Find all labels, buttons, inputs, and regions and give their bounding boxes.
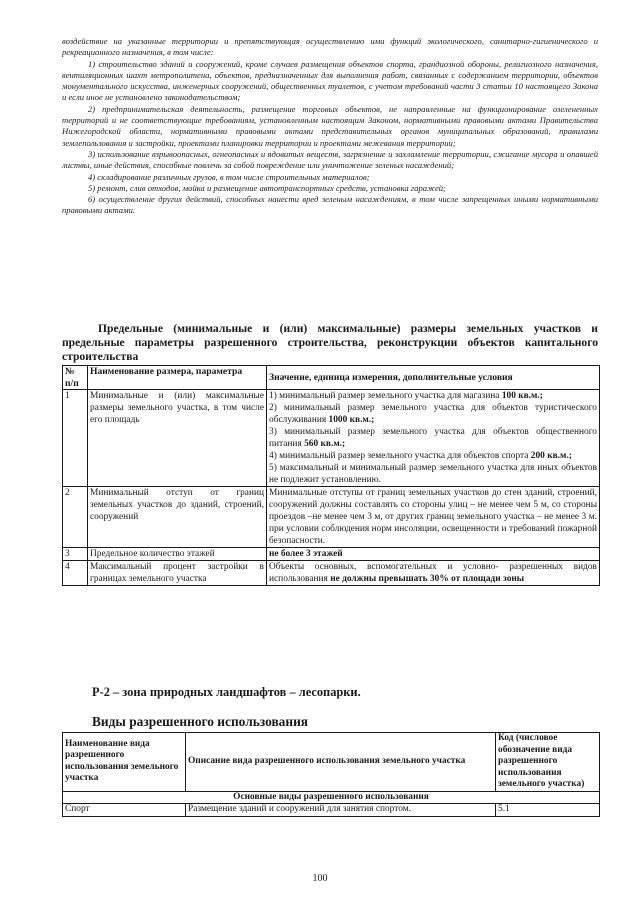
uses-table	[62, 732, 600, 817]
intro-paragraph: воздействие на указанные территории и препятствующая осуществлению ими функций экологического, санитарно-гигиенического и рекреационного назначения, в том числе:	[62, 36, 598, 58]
row-number: 1	[63, 390, 88, 487]
table-row	[63, 804, 600, 817]
intro-list-item-1: 1) строительство зданий и сооружений, кроме случаев размещения объектов спорта, грандиозной обороны, религиозного назначения, вентиляционных шахт метрополитена, объектов, предназначенных для выполнения работ, связанных с содержанием территории, объектов монументального искусства, инженерных сооружений, общественных туалетов, с учетом требований части 3 статьи 10 настоящего Закона и если иное не установлено законодательством;	[62, 58, 598, 103]
zone-heading: Р-2 – зона природных ландшафтов – лесопарки.	[92, 685, 361, 699]
value-line: 2) минимальный размер земельного участка для объектов туристического обслуживания 1000 кв.м.;	[269, 403, 597, 425]
row-number: 3	[63, 548, 88, 561]
intro-list-item-3: 3) использование взрывоопасных, огнеопасных и ядовитых веществ, загрязнение и захламление территории, сжигание мусора и опавшей листвы, иные действия, способные повлечь за собой повреждение или уничтожение зеленых насаждений;	[62, 148, 598, 171]
header-use-description: Описание вида разрешенного использования земельного участка	[186, 733, 496, 792]
row-parameter: Минимальные и (или) максимальные размеры земельного участка, в том числе его площадь	[88, 390, 267, 487]
intro-list-item-5: 5) ремонт, слив отходов, мойка и размещение автотранспортных средств, установка гаражей;	[88, 182, 446, 193]
row-number: 2	[63, 487, 88, 548]
use-name: Спорт	[63, 804, 186, 817]
limits-table-header	[63, 366, 600, 390]
row-parameter: Минимальный отступ от границ земельных участков до зданий, строений, сооружений	[88, 487, 267, 548]
intro-list-item-4: 4) складирование различных грузов, в том числе строительных материалов;	[88, 171, 370, 182]
use-description: Размещение зданий и сооружений для занятия спортом.	[186, 804, 496, 817]
header-use-code: Код (числовое обозначение вида разрешенного использования земельного участка)	[496, 733, 600, 792]
row-value: не более 3 этажей	[267, 548, 600, 561]
row-parameter: Максимальный процент застройки в границах земельного участка	[88, 561, 267, 586]
row-parameter: Предельное количество этажей	[88, 548, 267, 561]
value-line: 4) минимальный размер земельного участка для объектов спорта 200 кв.м.;	[269, 451, 572, 461]
header-parameter: Наименование размера, параметра	[88, 366, 267, 390]
intro-text	[62, 36, 598, 217]
uses-table-header	[63, 733, 600, 792]
value-line: 5) максимальный и минимальный размер земельного участка для иных объектов не подлежит установлению.	[269, 463, 597, 485]
header-value: Значение, единица измерения, дополнительные условия	[267, 366, 600, 390]
table-row	[63, 390, 600, 487]
table-row	[63, 561, 600, 586]
section-title: Основные виды разрешенного использования	[63, 791, 600, 804]
row-value: Объекты основных, вспомогательных и условно- разрешенных видов использования не должны превышать 30% от площади зоны	[267, 561, 600, 586]
intro-list-item-2: 2) предпринимательская деятельность, размещение торговых объектов, не направленные на функционирование озелененных территорий и не соответствующие требованиям, установленным настоящим Законом, нормативными правовыми актами Правительства Нижегородской области, нормативными правовыми актами представительных органов муниципальных образований, правилами землепользования и застройки, проектами планировки территории и проектами межевания территории;	[62, 103, 598, 148]
header-use-name: Наименование вида разрешенного использования земельного участка	[63, 733, 186, 792]
value-line: 3) минимальный размер земельного участка для объектов общественного питания 560 кв.м.;	[269, 427, 597, 449]
table-row	[63, 487, 600, 548]
row-value: Минимальные отступы от границ земельных участков до стен зданий, строений, сооружений должны составлять со стороны улиц – не менее чем 5 м, со стороны проездов –не менее чем 3 м, от других границ земельного участка – не менее 3 м. при условии соблюдения норм инсоляции, освещенности и требований пожарной безопасности.	[267, 487, 600, 548]
value-line: 1) минимальный размер земельного участка для магазина 100 кв.м.;	[269, 391, 543, 401]
row-value	[267, 390, 600, 487]
page-number: 100	[312, 873, 328, 884]
uses-heading: Виды разрешенного использования	[92, 714, 309, 729]
limits-heading: Предельные (минимальные и (или) максимальные) размеры земельных участков и предельные параметры разрешенного строительства, реконструкции объектов капитального строительства	[62, 322, 598, 363]
row-number: 4	[63, 561, 88, 586]
header-number: № п/п	[63, 366, 88, 390]
intro-list-item-6: 6) осуществление других действий, способных нанести вред зеленым насаждениям, в том числе запрещенных иными нормативными правовыми актами.	[62, 194, 598, 216]
section-row	[63, 791, 600, 804]
limits-table	[62, 365, 600, 586]
use-code: 5.1	[496, 804, 600, 817]
table-row	[63, 548, 600, 561]
